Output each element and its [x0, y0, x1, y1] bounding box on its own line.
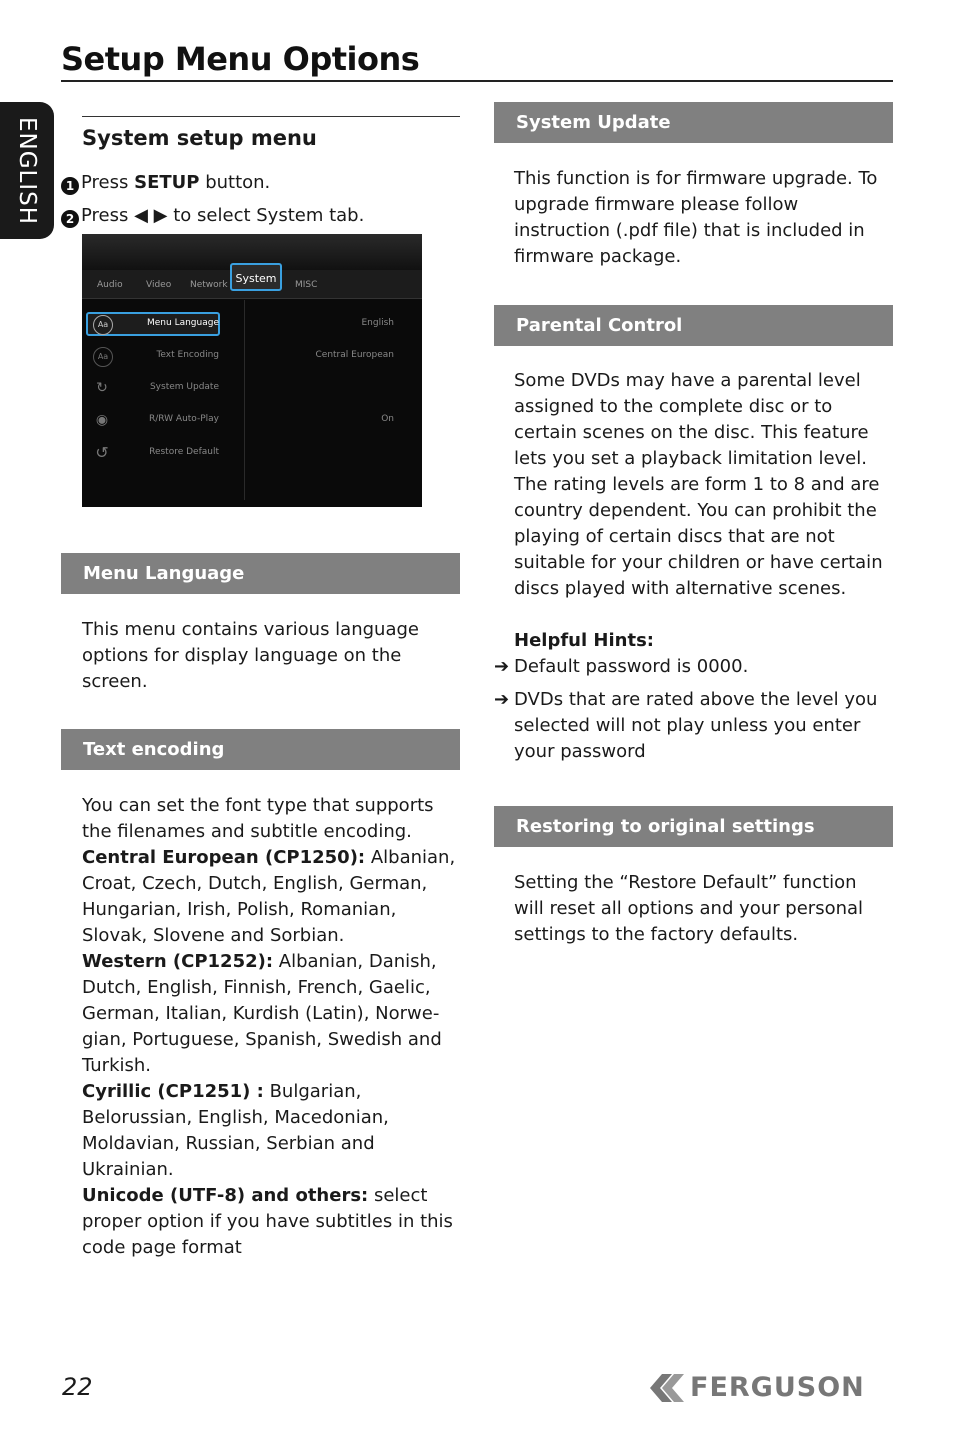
- screen-tab-video: Video: [146, 280, 172, 290]
- screen-row-value: Central European: [315, 350, 394, 360]
- restore-icon: ↺: [95, 443, 109, 462]
- system-menu-screenshot: [82, 234, 422, 507]
- screen-row-value: On: [381, 414, 394, 424]
- ferguson-logo-icon: [648, 1370, 688, 1406]
- parental-control-text: Some DVDs may have a parental level assigned to the complete disc or to certain scenes on the disc. This feature lets you set a playback limitation level. The rating levels are form 1 to 8 and are country dependent. You can prohibit the playing of certain discs that are not suitable for your children or have certain discs played with alternative scenes.: [514, 370, 883, 599]
- screen-row: [82, 406, 422, 436]
- section-rule: [82, 116, 460, 117]
- screen-row: [82, 374, 422, 404]
- screen-tab-audio: Audio: [97, 280, 123, 290]
- brand-name: FERGUSON: [690, 1372, 865, 1403]
- system-update-text: This function is for firmware upgrade. To upgrade firmware please follow instruction (.pdf file) that is included in firmware package.: [514, 168, 878, 267]
- screen-row-label: R/RW Auto-Play: [148, 414, 219, 424]
- arrow-right-icon: ➔: [494, 656, 510, 677]
- menu-language-text: This menu contains various language options for display language on the screen.: [82, 619, 419, 692]
- helpful-hints-title: Helpful Hints:: [514, 630, 654, 651]
- encoding-name: Unicode (UTF-8) and others:: [82, 1185, 369, 1206]
- screen-tab-misc: MISC: [295, 280, 318, 290]
- encoding-name: Western (CP1252):: [82, 951, 274, 972]
- text-encoding-bar: Text encoding: [61, 729, 460, 770]
- text-encoding-body: [82, 793, 464, 1261]
- screen-row-label: System Update: [149, 382, 219, 392]
- ferguson-logo: [648, 1370, 893, 1406]
- encoding-entry: [82, 845, 464, 949]
- step-2-text: Press: [81, 205, 135, 226]
- screen-row: [82, 342, 422, 372]
- title-rule: [61, 80, 893, 82]
- hint-item: [494, 687, 886, 765]
- text-aa-icon: Aa: [93, 315, 113, 335]
- screen-row: [82, 439, 422, 469]
- encoding-name: Central European (CP1250):: [82, 847, 366, 868]
- menu-language-bar: Menu Language: [61, 553, 460, 594]
- text-encoding-intro: You can set the font type that supports the filenames and subtitle encoding.: [82, 795, 434, 842]
- language-tab-label: ENGLISH: [14, 116, 40, 225]
- step-number-1: 1: [61, 177, 79, 195]
- step-1-text: Press: [81, 172, 135, 193]
- disc-icon: ◉: [95, 412, 109, 428]
- arrow-keys-icon: ◀ ▶: [134, 205, 168, 226]
- hint-text: DVDs that are rated above the level you selected will not play unless you enter your password: [514, 689, 878, 762]
- encoding-desc: select proper option if you have subtitles in this code page format: [82, 1185, 453, 1258]
- parental-control-bar: Parental Control: [494, 305, 893, 346]
- restore-bar: Restoring to original settings: [494, 806, 893, 847]
- page-number: 22: [62, 1373, 93, 1401]
- page-title: Setup Menu Options: [61, 40, 420, 78]
- encoding-desc: Albanian, Danish, Dutch, English, Finnish, French, Gaelic, German, Italian, Kurdish (Latin), Norwe-gian, Portuguese, Spanish, Swedish and Turkish.: [82, 951, 442, 1076]
- step-number-2: 2: [61, 210, 79, 228]
- step-2-text-end: to select System tab.: [167, 205, 365, 226]
- screen-row: [82, 310, 422, 340]
- encoding-desc: Albanian, Croat, Czech, Dutch, English, German, Hungarian, Irish, Polish, Romanian, Slovak, Slovene and Sorbian.: [82, 847, 456, 946]
- step-2: [61, 205, 364, 228]
- screen-row-value: English: [361, 318, 394, 328]
- encoding-name: Cyrillic (CP1251) :: [82, 1081, 264, 1102]
- step-1: [61, 172, 270, 195]
- language-tab: [0, 102, 54, 239]
- system-setup-heading: System setup menu: [82, 126, 317, 150]
- arrow-right-icon: ➔: [494, 689, 510, 710]
- screen-row-label: Restore Default: [149, 447, 219, 457]
- step-1-text-end: button.: [199, 172, 271, 193]
- encoding-desc: Bulgarian, Belorussian, English, Macedonian, Moldavian, Russian, Serbian and Ukrainian.: [82, 1081, 389, 1180]
- encoding-entry: [82, 1079, 464, 1183]
- screen-row-label: Menu Language: [147, 318, 219, 328]
- setup-key: SETUP: [134, 172, 200, 193]
- refresh-icon: ↻: [96, 380, 108, 396]
- hint-text: Default password is 0000.: [514, 656, 749, 677]
- hint-item: [494, 654, 886, 680]
- restore-text: Setting the “Restore Default” function will reset all options and your personal settings to the factory defaults.: [514, 872, 864, 945]
- encoding-entry: [82, 949, 464, 1079]
- encoding-entry: [82, 1183, 464, 1261]
- screen-tab-network: Network: [190, 280, 228, 290]
- screen-row-label: Text Encoding: [156, 350, 219, 360]
- text-aa-icon: Aa: [93, 347, 113, 367]
- system-update-bar: System Update: [494, 102, 893, 143]
- screen-tab-system: System: [230, 263, 282, 291]
